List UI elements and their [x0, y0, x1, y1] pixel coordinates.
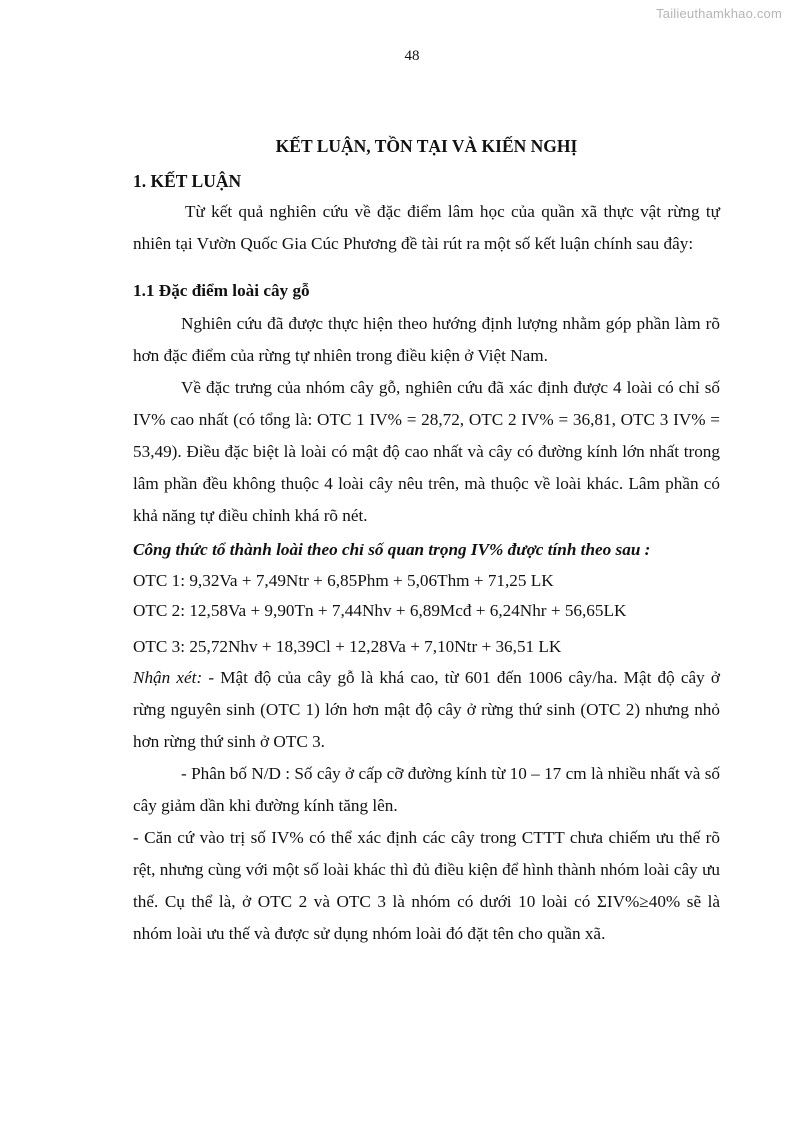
remark-dominance: - Căn cứ vào trị số IV% có thể xác định các cây trong CTTT chưa chiếm ưu thế rõ rệt, nhưng cùng với một số loài khác thì đủ điều kiện để hình thành nhóm loài cây ưu thế. Cụ thể là, ở OTC 2 và OTC 3 là nhóm có dưới 10 loài có ΣIV%≥40% sẽ là nhóm loài ưu thế và được sử dụng nhóm loài đó đặt tên cho quần xã. [133, 828, 720, 943]
paragraph-iv-index: Về đặc trưng của nhóm cây gỗ, nghiên cứu đã xác định được 4 loài có chỉ số IV% cao nhất (có tổng là: OTC 1 IV% = 28,72, OTC 2 IV% = 36,81, OTC 3 IV% = 53,49). Điều đặc biệt là loài có mật độ cao nhất và cây có đường kính lớn nhất trong lâm phần đều không thuộc 4 loài cây nêu trên, mà thuộc về loài khác. Lâm phần có khả năng tự điều chỉnh khá rõ nét. [133, 378, 720, 525]
remark-density-text: - Mật độ của cây gỗ là khá cao, từ 601 đến 1006 cây/ha. Mật độ cây ở rừng nguyên sinh (OTC 1) lớn hơn mật độ cây ở rừng thứ sinh (OTC 2) nhưng nhỏ hơn rừng thứ sinh ở OTC 3. [133, 668, 720, 751]
formula-otc-3: OTC 3: 25,72Nhv + 18,39Cl + 12,28Va + 7,10Ntr + 36,51 LK [133, 637, 562, 656]
page-title: KẾT LUẬN, TỒN TẠI VÀ KIẾN NGHỊ [275, 136, 578, 156]
page-number: 48 [404, 48, 420, 64]
section-heading-conclusion: 1. KẾT LUẬN [133, 171, 242, 191]
intro-paragraph: Từ kết quả nghiên cứu về đặc điểm lâm học của quần xã thực vật rừng tự nhiên tại Vườn Quốc Gia Cúc Phương đề tài rút ra một số kết luận chính sau đây: [133, 202, 720, 253]
remark-label: Nhận xét: [133, 668, 203, 687]
remark-distribution: - Phân bố N/D : Số cây ở cấp cỡ đường kính từ 10 – 17 cm là nhiều nhất và số cây giảm dần khi đường kính tăng lên. [133, 764, 720, 815]
formula-otc-2: OTC 2: 12,58Va + 9,90Tn + 7,44Nhv + 6,89Mcđ + 6,24Nhr + 56,65LK [133, 601, 627, 620]
formula-otc-1: OTC 1: 9,32Va + 7,49Ntr + 6,85Phm + 5,06Thm + 71,25 LK [133, 571, 554, 590]
formula-title: Công thức tổ thành loài theo chỉ số quan trọng IV% được tính theo sau : [133, 540, 651, 559]
subsection-heading-timber-species: 1.1 Đặc điểm loài cây gỗ [133, 281, 310, 300]
watermark: Tailieuthamkhao.com [656, 6, 782, 21]
document-body [133, 126, 720, 950]
remark-density [133, 662, 720, 758]
paragraph-research: Nghiên cứu đã được thực hiện theo hướng định lượng nhằm góp phần làm rõ hơn đặc điểm của rừng tự nhiên trong điều kiện ở Việt Nam. [133, 314, 720, 365]
